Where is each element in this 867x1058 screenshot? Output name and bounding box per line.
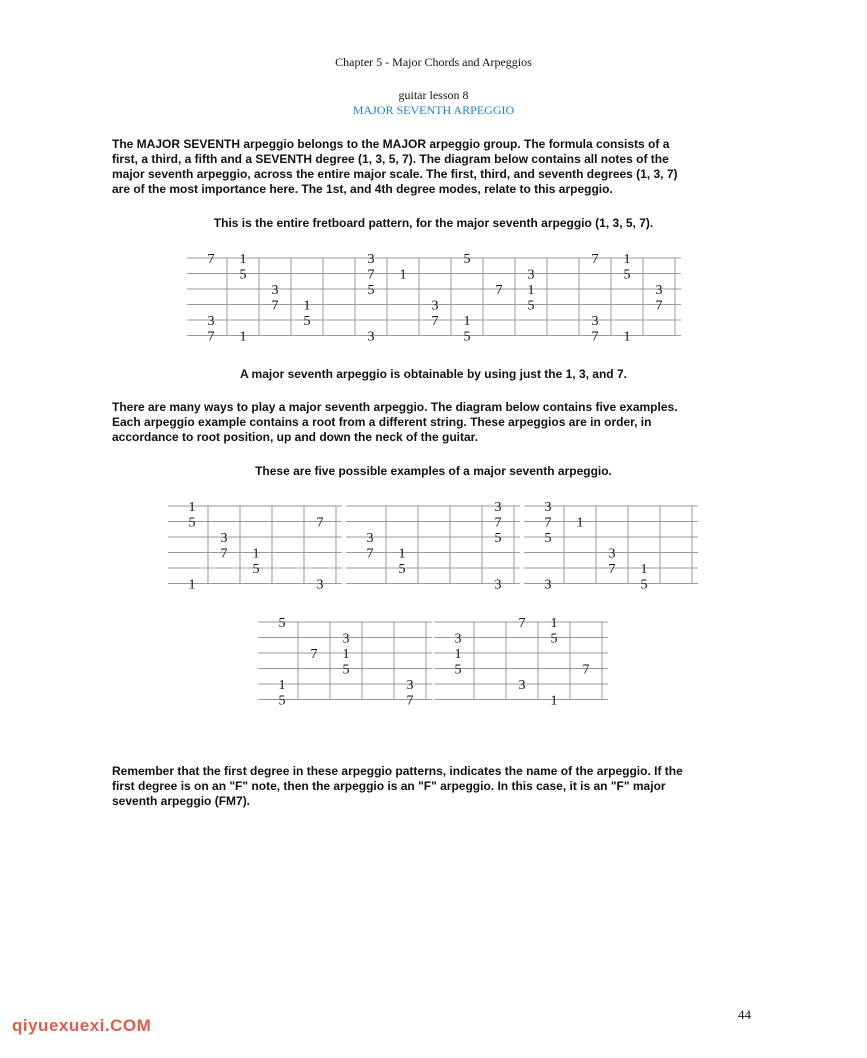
note-label: 3 <box>207 314 215 329</box>
examples-intro-line: accordance to root position, up and down the neck of the guitar. <box>112 430 479 444</box>
note-label: 5 <box>239 267 247 283</box>
conclusion-line: first degree is on an "F" note, then the arpeggio is an "F" arpeggio. In this case, it is an "F" major <box>112 779 666 793</box>
note-label: 7 <box>366 546 374 562</box>
note-label: 3 <box>431 298 439 314</box>
full-fretboard-diagram <box>185 250 685 345</box>
note-label: 7 <box>494 515 502 531</box>
note-label: 5 <box>463 329 471 345</box>
full-pattern-caption: This is the entire fretboard pattern, for the major seventh arpeggio (1, 3, 5, 7). <box>213 216 654 230</box>
note-label: 1 <box>188 577 196 593</box>
note-label: 1 <box>399 267 407 283</box>
note-label: 1 <box>342 647 350 662</box>
note-label: 5 <box>188 515 196 531</box>
note-label: 3 <box>518 678 526 693</box>
note-label: 3 <box>367 252 375 267</box>
note-label: 3 <box>366 531 374 546</box>
note-label: 3 <box>316 577 324 593</box>
note-label: 3 <box>220 531 228 546</box>
note-label: 5 <box>303 314 311 329</box>
note-label: 7 <box>316 515 324 531</box>
note-label: 7 <box>367 267 375 283</box>
arpeggio-example-1 <box>166 498 346 593</box>
note-label: 3 <box>494 577 502 593</box>
note-label: 3 <box>406 678 414 693</box>
note-label: 3 <box>527 267 535 283</box>
note-label: 3 <box>454 631 462 647</box>
obtainable-note: A major seventh arpeggio is obtainable by using just the 1, 3, and 7. <box>240 367 627 381</box>
note-label: 7 <box>582 662 590 678</box>
examples-caption: These are five possible examples of a major seventh arpeggio. <box>255 464 612 478</box>
note-label: 7 <box>406 693 414 709</box>
note-label: 5 <box>367 283 375 298</box>
note-label: 7 <box>591 252 599 267</box>
note-label: 3 <box>367 329 375 345</box>
note-label: 7 <box>591 329 599 345</box>
lesson-label: guitar lesson 8 <box>398 88 469 102</box>
note-label: 5 <box>454 662 462 678</box>
note-label: 7 <box>310 647 318 662</box>
note-label: 1 <box>239 252 247 267</box>
note-label: 1 <box>252 546 260 562</box>
intro-line: The MAJOR SEVENTH arpeggio belongs to the MAJOR arpeggio group. The formula consists of a <box>112 137 670 151</box>
note-label: 7 <box>431 314 439 329</box>
arpeggio-example-4 <box>256 614 436 709</box>
note-label: 7 <box>271 298 279 314</box>
arpeggio-example-3 <box>522 498 702 593</box>
intro-line: first, a third, a fifth and a SEVENTH degree (1, 3, 5, 7). The diagram below contains all notes of the <box>112 152 669 166</box>
page-number: 44 <box>738 1007 751 1022</box>
note-label: 5 <box>342 662 350 678</box>
note-label: 1 <box>550 693 558 709</box>
note-label: 5 <box>278 693 286 709</box>
note-label: 5 <box>463 252 471 267</box>
note-label: 5 <box>527 298 535 314</box>
intro-line: are of the most importance here. The 1st, and 4th degree modes, relate to this arpeggio. <box>112 182 613 196</box>
note-label: 3 <box>544 577 552 593</box>
note-label: 1 <box>576 515 584 531</box>
note-label: 7 <box>207 252 215 267</box>
note-label: 1 <box>463 314 471 329</box>
examples-intro-line: There are many ways to play a major seventh arpeggio. The diagram below contains five examples. <box>112 400 678 414</box>
note-label: 5 <box>252 562 260 577</box>
note-label: 1 <box>623 252 631 267</box>
site-watermark: qiyuexuexi.COM <box>12 1016 152 1035</box>
note-label: 1 <box>454 647 462 662</box>
note-label: 3 <box>655 283 663 298</box>
arpeggio-example-5 <box>432 614 612 709</box>
note-label: 1 <box>188 500 196 515</box>
examples-intro-line: Each arpeggio example contains a root from a different string. These arpeggios are in order, in <box>112 415 652 429</box>
note-label: 3 <box>271 283 279 298</box>
note-label: 5 <box>623 267 631 283</box>
arpeggio-example-2 <box>344 498 524 593</box>
note-label: 3 <box>342 631 350 647</box>
lesson-title: MAJOR SEVENTH ARPEGGIO <box>352 103 515 117</box>
note-label: 7 <box>544 515 552 531</box>
conclusion-line: Remember that the first degree in these arpeggio patterns, indicates the name of the arpeggio. If the <box>112 764 683 778</box>
note-label: 5 <box>640 577 648 593</box>
note-label: 1 <box>640 562 648 577</box>
note-label: 1 <box>239 329 247 345</box>
note-label: 5 <box>494 531 502 546</box>
note-label: 7 <box>518 616 526 631</box>
examples-intro-paragraph <box>112 400 752 445</box>
note-label: 7 <box>495 283 503 298</box>
conclusion-line: seventh arpeggio (FM7). <box>112 794 251 808</box>
note-label: 7 <box>207 329 215 345</box>
note-label: 7 <box>608 562 616 577</box>
note-label: 1 <box>550 616 558 631</box>
note-label: 1 <box>623 329 631 345</box>
intro-line: major seventh arpeggio, across the entire major scale. The first, third, and seventh degrees (1, 3, 7) <box>112 167 678 181</box>
note-label: 5 <box>398 562 406 577</box>
note-label: 1 <box>303 298 311 314</box>
note-label: 7 <box>220 546 228 562</box>
conclusion-paragraph <box>112 764 752 809</box>
note-label: 1 <box>398 546 406 562</box>
note-label: 3 <box>494 500 502 515</box>
note-label: 1 <box>527 283 535 298</box>
chapter-heading: Chapter 5 - Major Chords and Arpeggios <box>335 55 532 69</box>
note-label: 3 <box>591 314 599 329</box>
note-label: 3 <box>544 500 552 515</box>
note-label: 1 <box>278 678 286 693</box>
note-label: 5 <box>550 631 558 647</box>
note-label: 5 <box>278 616 286 631</box>
note-label: 7 <box>655 298 663 314</box>
note-label: 3 <box>608 546 616 562</box>
intro-paragraph <box>112 137 752 197</box>
note-label: 5 <box>544 531 552 546</box>
